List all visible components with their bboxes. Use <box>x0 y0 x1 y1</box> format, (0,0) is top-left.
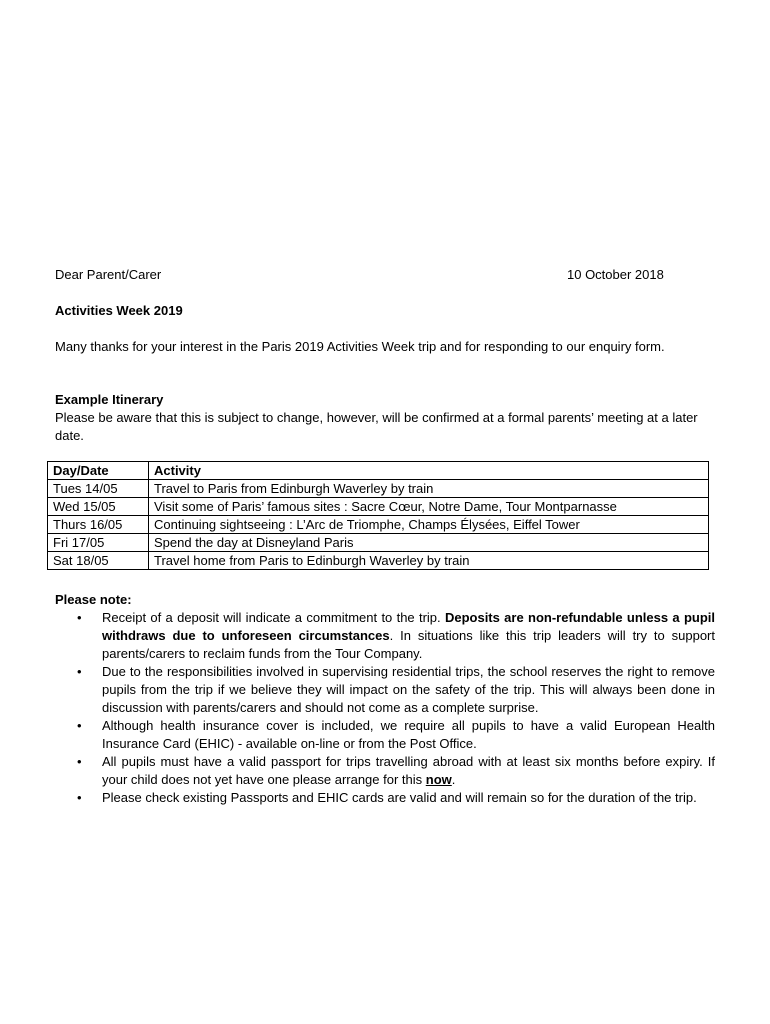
bullet-icon: • <box>77 610 82 625</box>
intro-paragraph: Many thanks for your interest in the Paris 2019 Activities Week trip and for responding to our enquiry form. <box>55 339 665 354</box>
table-cell-day: Fri 17/05 <box>48 534 149 552</box>
notes-heading: Please note: <box>55 592 132 607</box>
note-emphasis: now <box>425 772 452 787</box>
itinerary-heading: Example Itinerary <box>55 392 164 407</box>
table-row <box>48 516 709 534</box>
table-cell-activity: Continuing sightseeing : L’Arc de Triomphe, Champs Élysées, Eiffel Tower <box>149 516 709 534</box>
table-header-row <box>48 462 709 480</box>
column-header-day: Day/Date <box>48 462 149 480</box>
column-header-activity: Activity <box>149 462 709 480</box>
itinerary-note: Please be aware that this is subject to change, however, will be confirmed at a formal parents’ meeting at a later date. <box>55 410 698 443</box>
note-text: Please check existing Passports and EHIC cards are valid and will remain so for the duration of the trip. <box>102 790 697 805</box>
letter-date: 10 October 2018 <box>567 267 664 282</box>
table-row <box>48 552 709 570</box>
table-cell-day: Sat 18/05 <box>48 552 149 570</box>
list-item <box>55 753 715 789</box>
table-row <box>48 498 709 516</box>
letter-title: Activities Week 2019 <box>55 303 183 318</box>
note-text: All pupils must have a valid passport for trips travelling abroad with at least six months before expiry. If your child does not yet have one please arrange for this <box>102 754 715 787</box>
list-item <box>55 663 715 717</box>
note-text: . <box>451 772 456 787</box>
list-item <box>55 609 715 663</box>
note-text: Although health insurance cover is included, we require all pupils to have a valid European Health Insurance Card (EHIC) - available on-line or from the Post Office. <box>102 718 715 751</box>
note-text: Due to the responsibilities involved in supervising residential trips, the school reserves the right to remove pupils from the trip if we believe they will impact on the safety of the trip. This will always been done in discussion with parents/carers and should not come as a complete surprise. <box>102 664 715 715</box>
list-item <box>55 789 715 807</box>
bullet-icon: • <box>77 754 82 769</box>
table-row <box>48 534 709 552</box>
salutation: Dear Parent/Carer <box>55 267 162 282</box>
note-text: Receipt of a deposit will indicate a commitment to the trip. <box>102 610 445 625</box>
bullet-icon: • <box>77 664 82 679</box>
table-cell-day: Wed 15/05 <box>48 498 149 516</box>
table-cell-activity: Travel to Paris from Edinburgh Waverley by train <box>149 480 709 498</box>
table-cell-activity: Visit some of Paris’ famous sites : Sacre Cœur, Notre Dame, Tour Montparnasse <box>149 498 709 516</box>
bullet-icon: • <box>77 790 82 805</box>
table-row <box>48 480 709 498</box>
table-cell-day: Tues 14/05 <box>48 480 149 498</box>
list-item <box>55 717 715 753</box>
table-cell-day: Thurs 16/05 <box>48 516 149 534</box>
itinerary-table <box>47 461 709 570</box>
table-cell-activity: Spend the day at Disneyland Paris <box>149 534 709 552</box>
note-text: . In situations like this trip leaders will try to support parents/carers to reclaim funds from the Tour Company. <box>102 628 715 661</box>
notes-list <box>55 609 715 807</box>
bullet-icon: • <box>77 718 82 733</box>
note-emphasis: Deposits are non-refundable unless a pupil withdraws due to unforeseen circumstances <box>102 610 716 643</box>
table-cell-activity: Travel home from Paris to Edinburgh Waverley by train <box>149 552 709 570</box>
